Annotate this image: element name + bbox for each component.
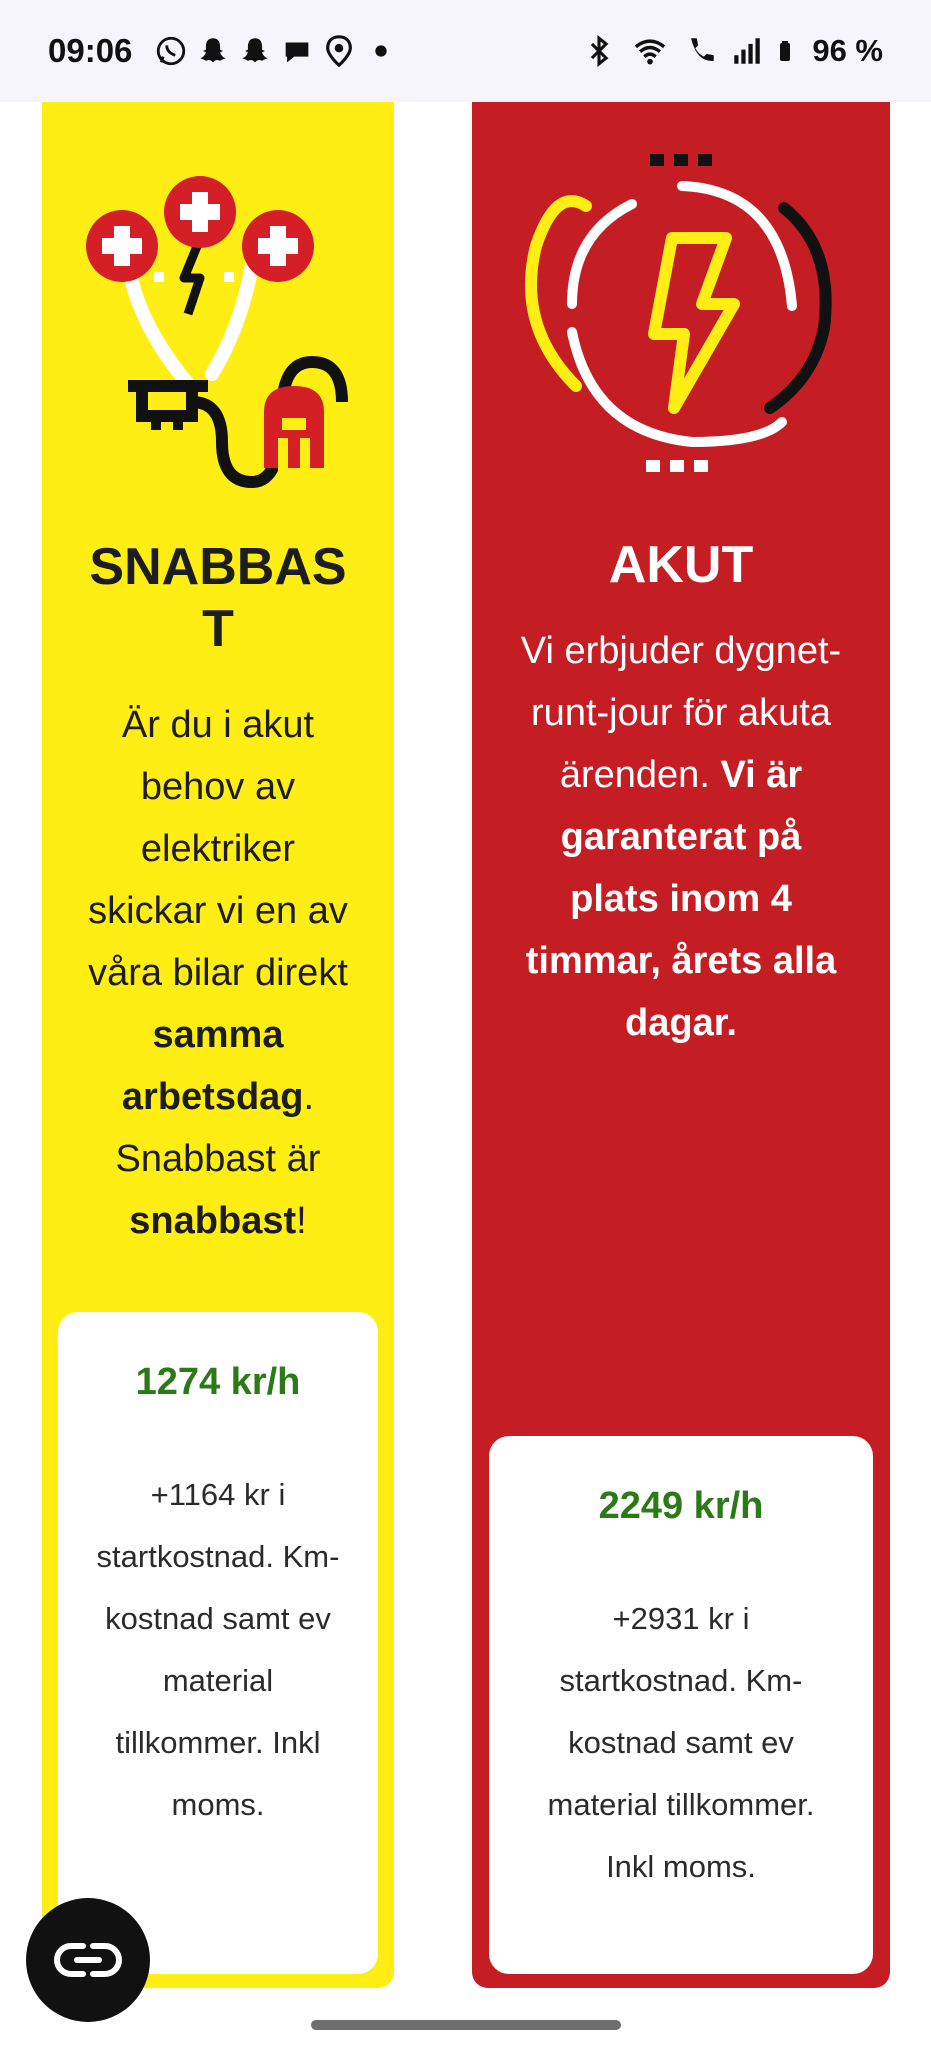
card-title: SNABBAST — [89, 538, 347, 658]
card-akut — [472, 102, 890, 1988]
chat-button[interactable] — [26, 1898, 150, 2022]
bluetooth-icon — [582, 34, 616, 68]
location-pin-icon — [322, 34, 356, 68]
card-title: AKUT — [608, 536, 754, 594]
price: 2249 kr/h — [598, 1485, 764, 1527]
card-description: Är du i akut behov av elektriker skickar vi en av våra bilar direkt samma arbetsdag. Snabbast är snabbast! — [88, 704, 348, 1242]
snapchat-icon — [196, 34, 230, 68]
chat-link-icon — [53, 1940, 123, 1980]
price-description: +1164 kr i startkostnad. Km-kostnad samt ev material tillkommer. Inkl moms. — [96, 1477, 340, 1822]
lightbulb-plug-icon — [78, 138, 358, 498]
price-description: +2931 kr i startkostnad. Km-kostnad samt ev material tillkommer. Inkl moms. — [547, 1601, 815, 1884]
price-box — [489, 1436, 873, 1974]
price-box — [58, 1312, 378, 1974]
lightning-clock-icon — [512, 142, 852, 482]
messages-icon — [280, 34, 314, 68]
whatsapp-icon — [154, 34, 188, 68]
wifi-icon — [628, 34, 672, 68]
dot-icon — [364, 34, 398, 68]
notification-icons — [154, 34, 398, 68]
snapchat-icon — [238, 34, 272, 68]
card-description: Vi erbjuder dygnet-runt-jour för akuta ärenden. Vi är garanterat på plats inom 4 timmar, årets alla dagar. — [520, 630, 842, 1044]
system-icons — [582, 33, 883, 69]
card-snabbast — [42, 102, 394, 1988]
price: 1274 kr/h — [135, 1361, 301, 1403]
status-time: 09:06 — [48, 32, 133, 69]
battery-icon — [776, 34, 800, 68]
battery-percentage: 96 % — [812, 33, 883, 68]
signal-icon — [730, 34, 764, 68]
home-indicator[interactable] — [311, 2020, 621, 2030]
wifi-calling-icon — [684, 34, 718, 68]
status-bar — [0, 0, 931, 102]
